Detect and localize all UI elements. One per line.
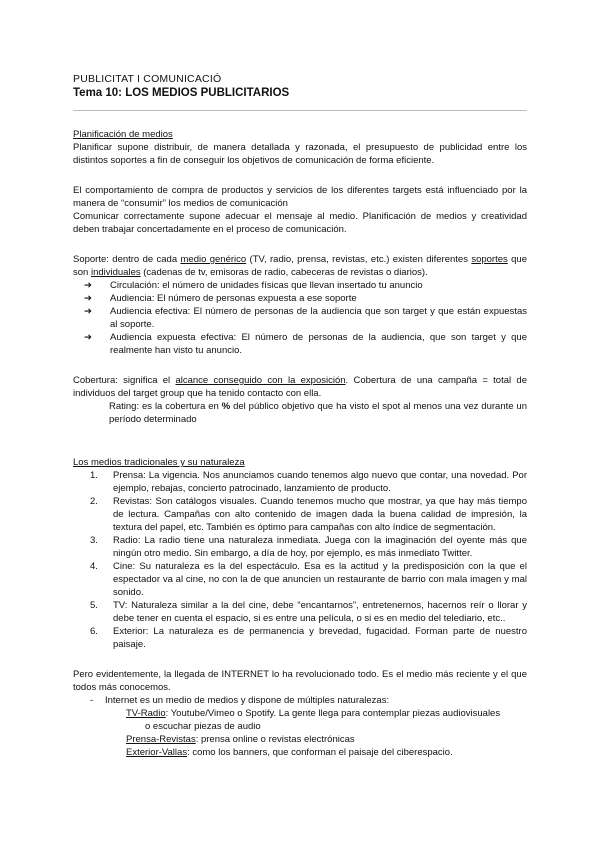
traditional-media-list [73, 469, 527, 651]
list-item: ➔ Audiencia expuesta efectiva: El número de personas de la audiencia, que son target y que realmente han visto tu anuncio. [84, 332, 527, 356]
cobertura-text-1: Cobertura: significa el [73, 375, 176, 386]
soporte-soportes: soportes [471, 254, 508, 265]
paragraph-soporte [73, 253, 527, 279]
soporte-metrics-list [73, 279, 527, 357]
internet-tv-radio-continued: o escuchar piezas de audio [145, 721, 261, 732]
arrow-right-icon: ➔ [84, 280, 92, 291]
internet-bullet: - Internet es un medio de medios y dispone de múltiples naturalezas: [90, 695, 390, 706]
list-item: 3. Radio: La radio tiene una naturaleza inmediata. Juega con la imaginación del oyente más que ningún otro medio. Sin embargo, a día de hoy, por ejemplo, es más inmediato Twitter. [90, 535, 527, 559]
list-item: ➔ Audiencia: El número de personas expuesta a ese soporte [84, 293, 357, 304]
list-item: 5. TV: Naturaleza similar a la del cine, debe “encantarnos”, entretenernos, hacernos reír o llorar y debe tener en cuenta el espacio, si es entre una película, o si es en medio del telediario, etc.. [90, 600, 527, 624]
list-item: 4. Cine: Su naturaleza es la del espectáculo. Esa es la actitud y la predisposición con la que el espectador va al cine, no con la de que anuncien un restaurante de barrio con mala imagen y mal sonido. [90, 561, 527, 598]
soporte-text-4: (cadenas de tv, emisoras de radio, cabeceras de revistas o diarios). [140, 267, 428, 278]
list-item: ➔ Audiencia efectiva: El número de personas de la audiencia que son target y que están expuestas al soporte. [84, 306, 527, 330]
section-heading-planificacion: Planificación de medios [73, 129, 173, 140]
page-title: Tema 10: LOS MEDIOS PUBLICITARIOS [73, 87, 290, 99]
paragraph-internet: Pero evidentemente, la llegada de INTERNET lo ha revolucionado todo. Es el medio más reciente y el que todos más conocemos. [73, 669, 527, 693]
arrow-right-icon: ➔ [84, 293, 92, 304]
soporte-medio-generico: medio genérico [180, 254, 247, 265]
soporte-individuales: individuales [90, 267, 141, 278]
arrow-right-icon: ➔ [84, 306, 92, 317]
internet-prensa-revistas: Prensa-Revistas: prensa online o revistas electrónicas [126, 734, 355, 745]
internet-tv-radio: TV-Radio: Youtube/Vimeo o Spotify. La gente llega para contemplar piezas audiovisuales [126, 708, 501, 719]
list-item: ➔ Circulación: el número de unidades físicas que llevan insertado tu anuncio [84, 280, 423, 291]
soporte-text-1: Soporte: dentro de cada [73, 254, 181, 265]
cobertura-text-2: . Cobertura de una campaña = total de individuos del target group que ha tenido contacto con ella. [73, 375, 527, 399]
dash-bullet-icon: - [90, 695, 94, 706]
arrow-right-icon: ➔ [84, 332, 92, 343]
paragraph-comunicar: Comunicar correctamente supone adecuar el mensaje al medio. Planificación de medios y creatividad deben trabajar concertadamente en el proceso de comunicación. [73, 211, 527, 235]
cobertura-alcance: alcance conseguido con la exposición [175, 375, 346, 386]
paragraph-planificar: Planificar supone distribuir, de manera detallada y razonada, el presupuesto de publicidad entre los distintos soportes a fin de conseguir los objetivos de comunicación de forma eficiente. [73, 142, 527, 166]
header-divider [73, 110, 527, 111]
paragraph-comportamiento: El comportamiento de compra de productos y servicios de los diferentes targets está influenciado por la manera de “consumir” los medios de comunicación [73, 185, 527, 209]
subject-label: PUBLICITAT I COMUNICACIÓ [73, 73, 222, 85]
section-heading-tradicionales: Los medios tradicionales y su naturaleza [73, 457, 245, 468]
paragraph-rating: Rating: es la cobertura en % del público objetivo que ha visto el spot al menos una vez durante un período determinado [109, 401, 527, 425]
soporte-text-3: que son [73, 254, 527, 278]
list-item: 1. Prensa: La vigencia. Nos anunciamos cuando tenemos algo nuevo que contar, una novedad. Por ejemplo, rebajas, concierto patrocinado, lanzamiento de producto. [90, 470, 527, 494]
list-item: 6. Exterior: La naturaleza es de permanencia y brevedad, fugacidad. Forman parte de nuestro paisaje. [90, 626, 527, 650]
internet-exterior-vallas: Exterior-Vallas: como los banners, que conforman el paisaje del ciberespacio. [126, 747, 453, 758]
paragraph-cobertura [73, 374, 527, 400]
list-item: 2. Revistas: Son catálogos visuales. Cuando tenemos mucho que mostrar, ya que hay más tiempo de lectura. Campañas con alto contenido de imagen dada la buena calidad de impresión, la textura del papel, etc. También es óptimo para campañas con alto índice de segmentación. [90, 496, 527, 533]
soporte-text-2: (TV, radio, prensa, revistas, etc.) existen diferentes [246, 254, 472, 265]
